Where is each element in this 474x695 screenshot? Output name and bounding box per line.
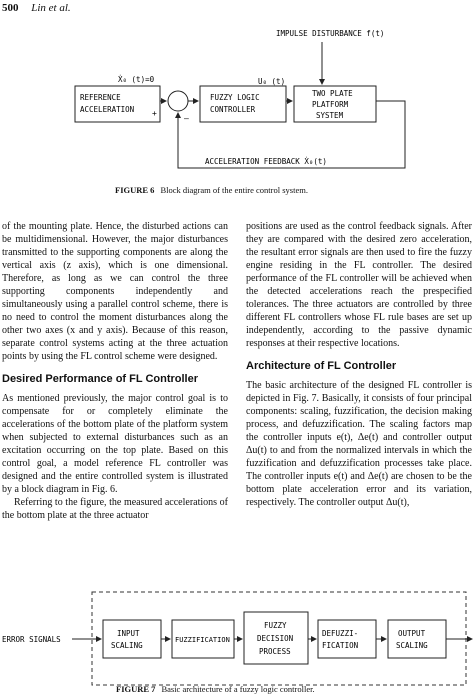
figure-7-caption-text: Basic architecture of a fuzzy logic controller. <box>161 684 315 694</box>
xb-zero-label: Ẋ₀ (t)=0 <box>118 75 155 84</box>
output-scaling-block <box>388 620 446 658</box>
right-para-1: positions are used as the control feedback signals. After they are compared with the desired zero acceleration, the resultant error signals are then used to fire the fuzzy engine residing in the FL controller. The desired performance of the FL controller will be achieved when the detected accelerations reach the prespecified tolerances. The three actuators are controlled by three different FL controllers whose FL rule bases are set up independently, according to the passive dynamic responses at their respective locations. <box>246 221 472 349</box>
minus-sign: – <box>184 114 189 123</box>
left-para-3: Referring to the figure, the measured accelerations of the bottom plate at the three actuator <box>2 497 228 521</box>
output-scaling-label-1: OUTPUT <box>398 629 426 638</box>
summing-junction <box>168 91 188 111</box>
feedback-label: ACCELERATION FEEDBACK Ẋ₀(t) <box>205 157 327 166</box>
figure-6-caption-label: FIGURE 6 <box>115 185 155 195</box>
fuzzy-logic-controller-block <box>200 86 286 122</box>
figure-7-diagram <box>0 590 474 695</box>
flc-label-2: CONTROLLER <box>210 105 256 114</box>
left-para-2: As mentioned previously, the major control goal is to compensate for or completely eliminate the accelerations of the bottom plate of the platform system when subjected to external disturbances such as an excitation occurring on the top plate. Based on this control goal, a model reference FL controller was designed and the entire controlled system is illustrated by a block diagram in Fig. 6. <box>2 393 228 495</box>
section-heading-architecture: Architecture of FL Controller <box>246 360 397 372</box>
ref-label-1: REFERENCE <box>80 93 121 102</box>
input-scaling-label-1: INPUT <box>117 629 140 638</box>
defuzz-label-2: FICATION <box>322 641 359 650</box>
defuzz-label-1: DEFUZZI- <box>322 629 359 638</box>
plant-label-2: PLATFORM <box>312 100 349 109</box>
figure-6-diagram <box>0 0 474 200</box>
ue-label: U₀ (t) <box>258 77 286 86</box>
plant-label-3: SYSTEM <box>316 111 344 120</box>
error-signals-label: ERROR SIGNALS <box>2 635 61 644</box>
input-scaling-label-2: SCALING <box>111 641 143 650</box>
plus-sign: + <box>152 109 157 118</box>
flc-label-1: FUZZY LOGIC <box>210 93 260 102</box>
impulse-disturbance-label: IMPULSE DISTURBANCE f(t) <box>276 29 385 38</box>
figure-7-caption-label: FIGURE 7 <box>116 684 156 694</box>
decision-label: DECISION <box>257 634 294 643</box>
section-heading-desired-performance: Desired Performance of FL Controller <box>2 373 199 385</box>
plant-label-1: TWO PLATE <box>312 89 353 98</box>
input-scaling-block <box>103 620 161 658</box>
left-column <box>2 220 228 522</box>
reference-acceleration-block <box>75 86 160 122</box>
defuzzification-block <box>318 620 376 658</box>
right-column <box>246 220 472 509</box>
ref-label-2: ACCELERATION <box>80 105 135 114</box>
fuzzification-label: FUZZIFICATION <box>175 636 230 644</box>
figure-7-caption <box>116 684 315 694</box>
page-number: 500 <box>2 2 19 14</box>
figure-6-caption-text: Block diagram of the entire control system. <box>160 185 308 195</box>
fuzzy-label: FUZZY <box>264 621 287 630</box>
output-scaling-label-2: SCALING <box>396 641 428 650</box>
right-para-2: The basic architecture of the designed FL controller is depicted in Fig. 7. Basically, it consists of four principal components: scaling, fuzzification, the decision making process, and defuzzification. The scaling factors map the controller inputs e(t), Δe(t) and controller output Δu(t) to and from the normalized intervals in which the fuzzification and defuzzification processes take place. The controller inputs e(t) and Δe(t) are chosen to be the bottom plate acceleration error and its variation, respectively. The controller output Δu(t), <box>246 380 472 508</box>
figure-6-caption <box>115 185 308 195</box>
author-line: Lin et al. <box>31 2 71 14</box>
process-label: PROCESS <box>259 647 291 656</box>
left-para-1: of the mounting plate. Hence, the disturbed actions can be multidimensional. However, the major disturbances transmitted to the supporting components are along the vertical axis (z axis), which is one dimensional. Therefore, as long as we can control the three supporting components independently and simultaneously using a parallel control scheme, there is no need to control the moment disturbances along the other two axes (x and y axis). Because of this reason, separate control systems acting at the three actuation points by using the FL control scheme were designed. <box>2 221 228 362</box>
